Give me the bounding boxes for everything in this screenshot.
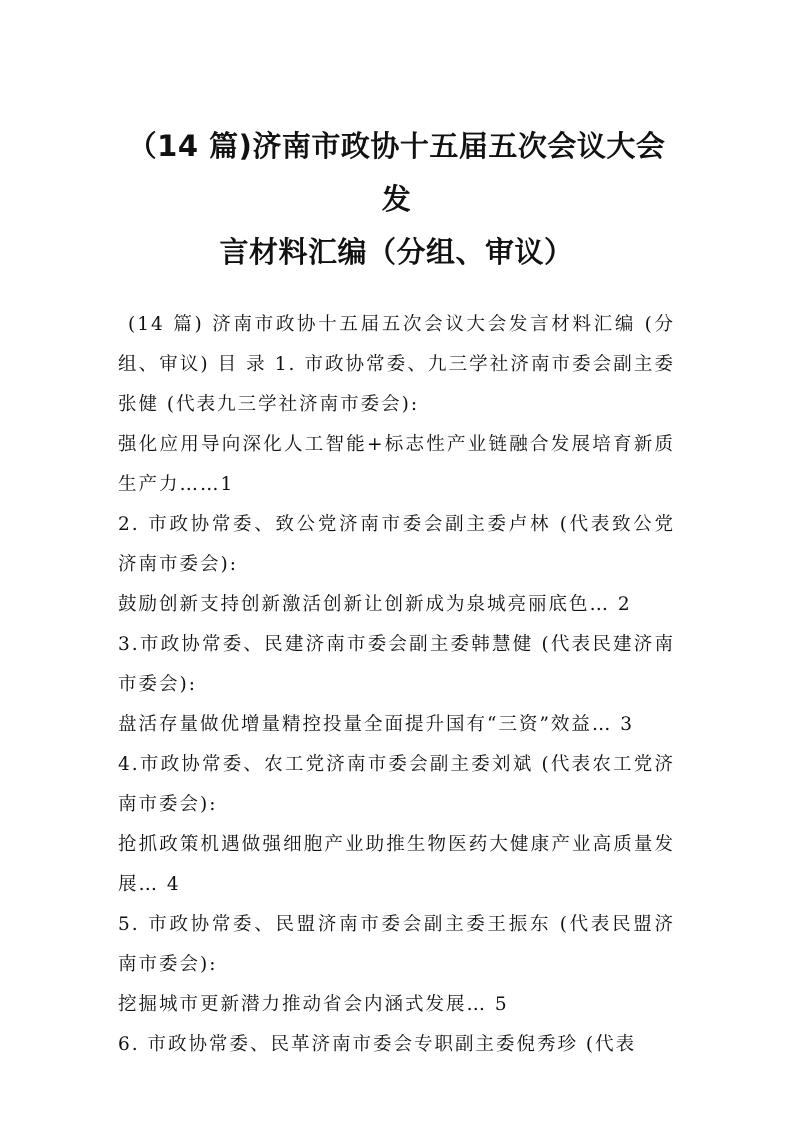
document-title [118, 0, 675, 279]
toc-entry-title: 强化应用导向深化人工智能+标志性产业链融合发展培育新质生产力……1 [118, 434, 675, 495]
toc-entry-title: 盘活存量做优增量精控投量全面提升国有“三资”效益… 3 [118, 714, 635, 735]
document-body [118, 305, 675, 1065]
toc-entry-speaker: 5. 市政协常委、民盟济南市委会副主委王振东 (代表民盟济南市委会): [118, 914, 675, 975]
toc-entry-speaker: 2. 市政协常委、致公党济南市委会副主委卢林 (代表致公党济南市委会): [118, 514, 675, 575]
toc-entry-title: 抢抓政策机遇做强细胞产业助推生物医药大健康产业高质量发展… 4 [118, 834, 675, 895]
toc-entry-speaker: 3.市政协常委、民建济南市委会副主委韩慧健 (代表民建济南市委会): [118, 634, 675, 695]
toc-entry-title: 挖掘城市更新潜力推动省会内涵式发展… 5 [118, 994, 509, 1015]
title-line-2: 言材料汇编（分组、审议） [219, 235, 574, 269]
toc-intro-paragraph: (14 篇) 济南市政协十五届五次会议大会发言材料汇编 (分组、审议) 目 录 1. 市政协常委、九三学社济南市委会副主委张健 (代表九三学社济南市委会): [118, 314, 675, 415]
toc-entry-speaker: 4.市政协常委、农工党济南市委会副主委刘斌 (代表农工党济南市委会): [118, 754, 675, 815]
toc-entry-speaker: 6. 市政协常委、民革济南市委会专职副主委倪秀珍 (代表 [118, 1034, 637, 1055]
toc-entry-title: 鼓励创新支持创新激活创新让创新成为泉城亮丽底色… 2 [118, 594, 632, 615]
title-line-1: （14 篇)济南市政协十五届五次会议大会发 [127, 129, 666, 216]
